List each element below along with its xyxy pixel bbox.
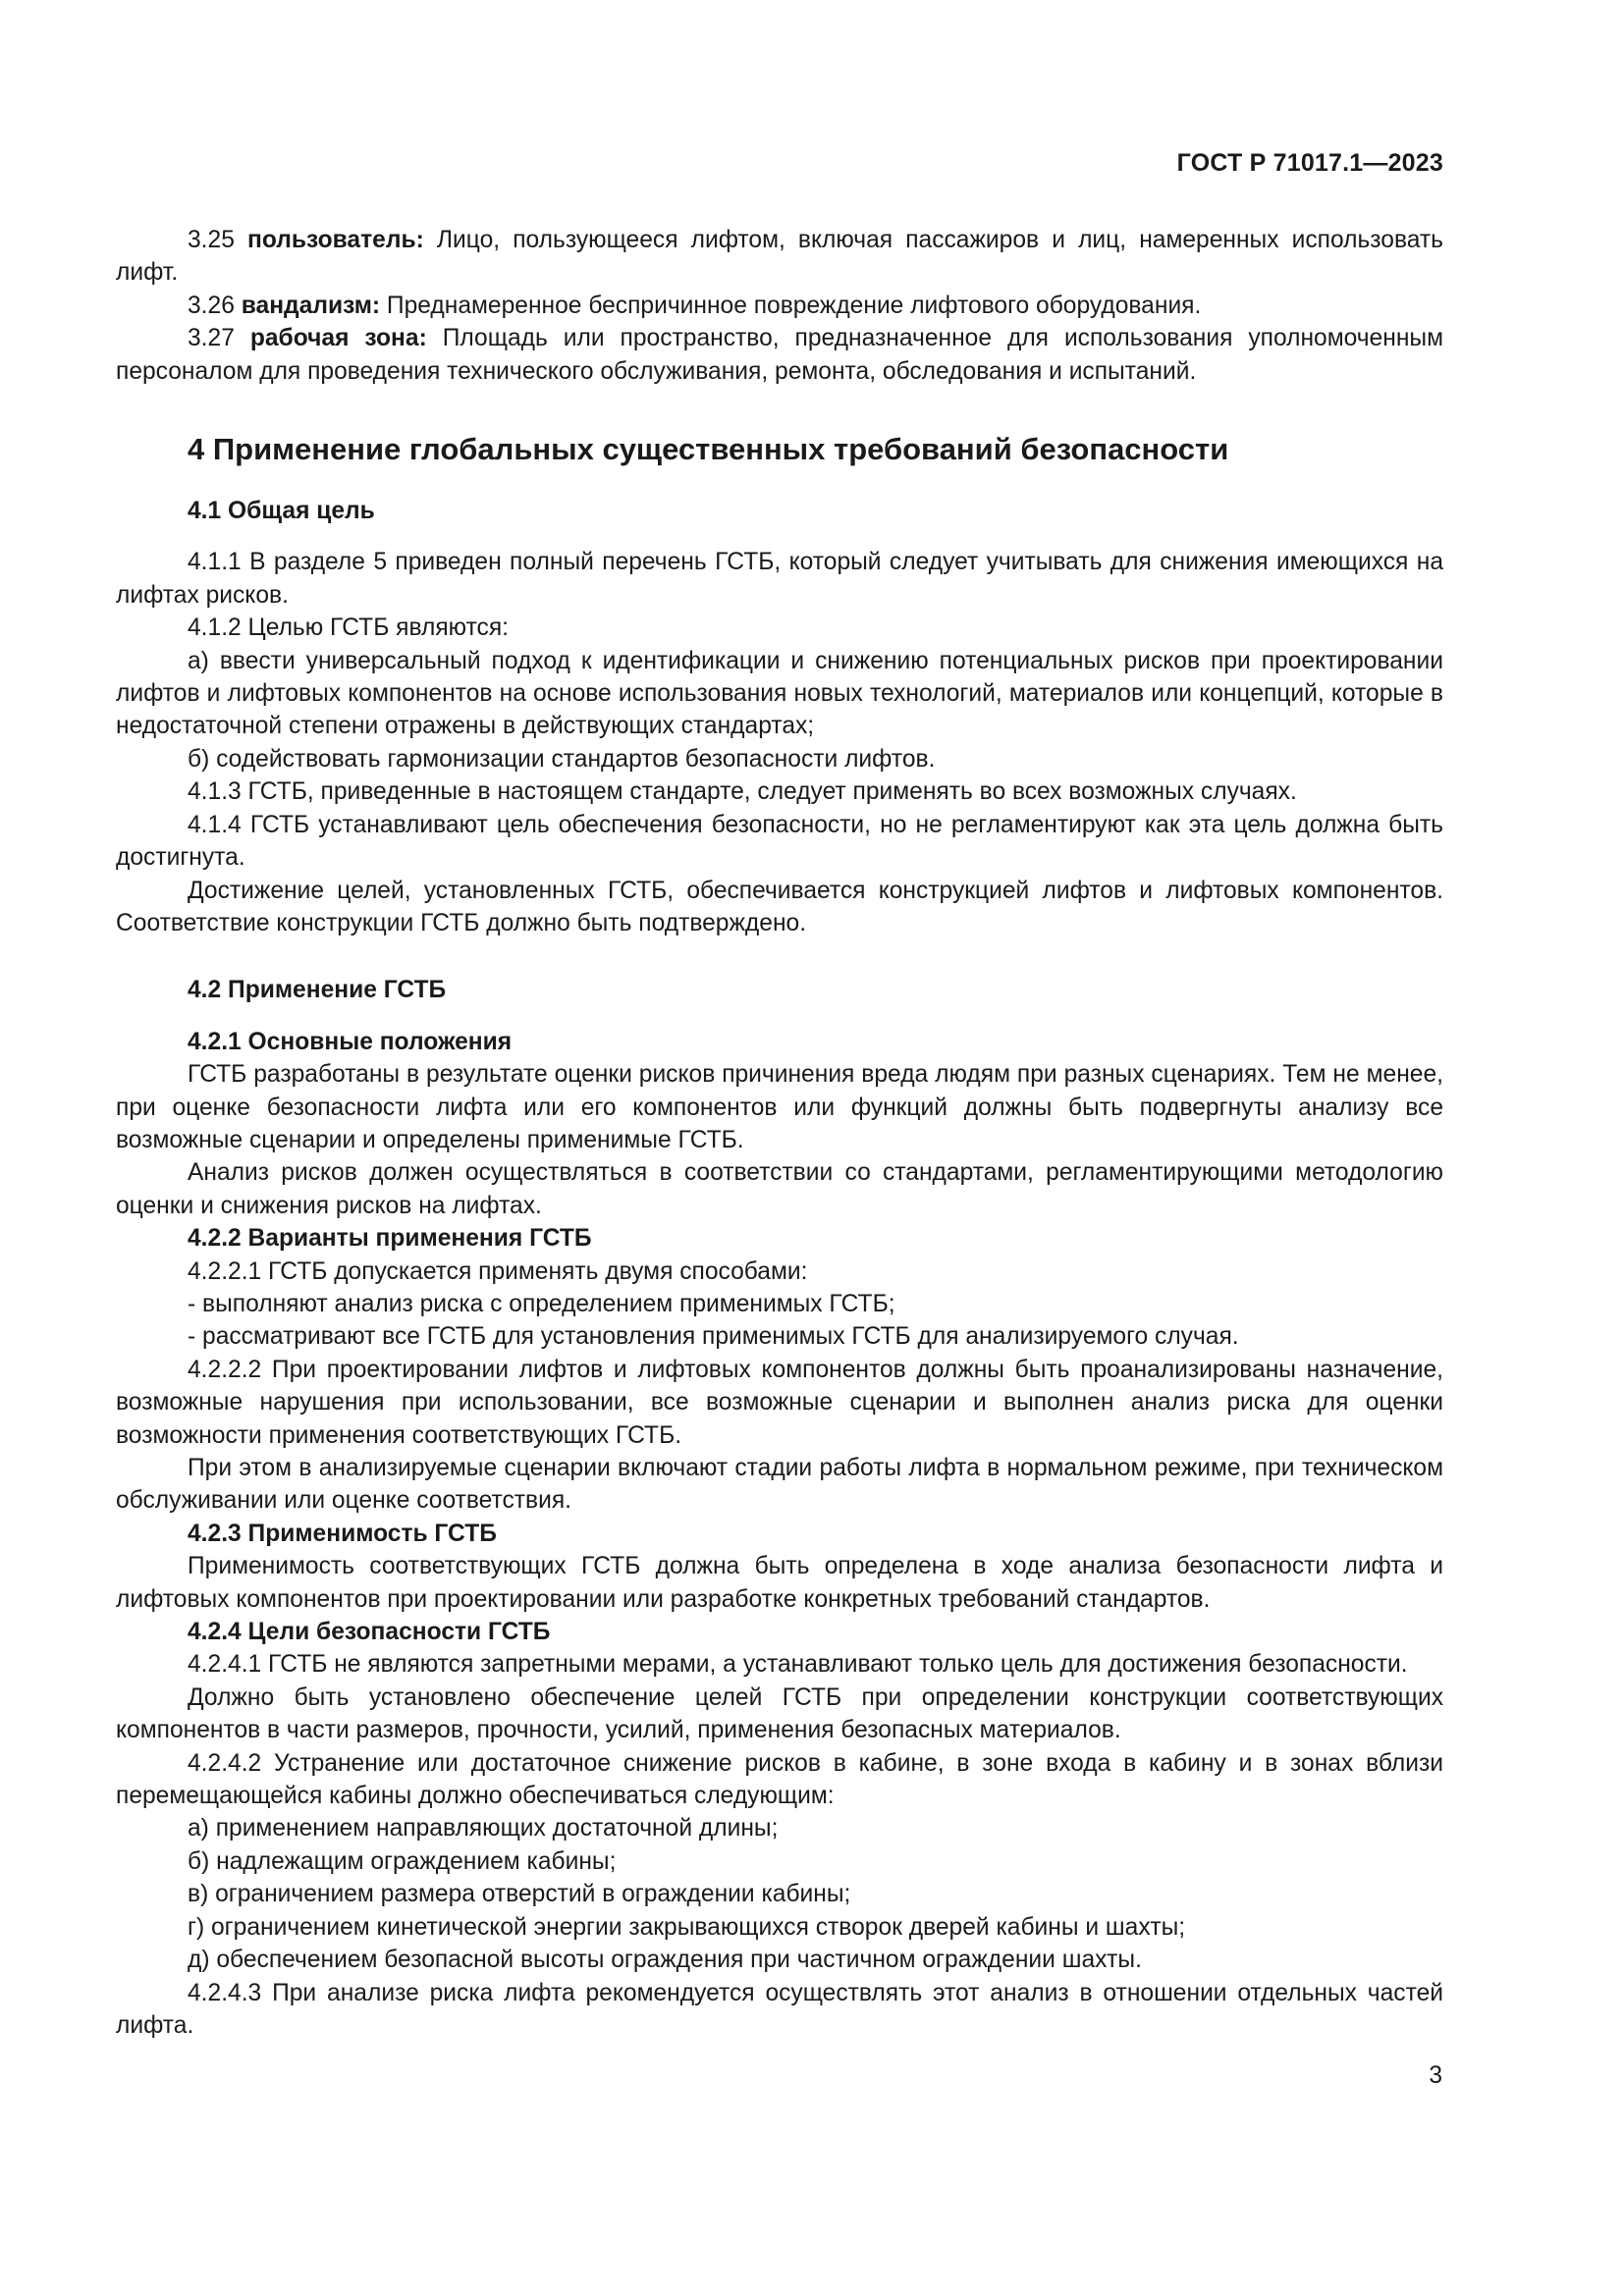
definition-text: Лицо, пользующееся лифтом, включая пассажиров и лиц, намеренных использовать лифт. bbox=[116, 227, 1443, 287]
list-item: г) ограничением кинетической энергии закрывающихся створок дверей кабины и шахты; bbox=[188, 1913, 1186, 1941]
list-item: - рассматривают все ГСТБ для установления применимых ГСТБ для анализируемого случая. bbox=[188, 1323, 1239, 1351]
paragraph: 4.2.4.2 Устранение или достаточное снижение рисков в кабине, в зоне входа в кабину и в зонах вблизи перемещающейся кабины должно обеспечиваться следующим: bbox=[116, 1749, 1443, 1810]
definition-3-25 bbox=[116, 224, 1443, 290]
definition-3-27 bbox=[116, 322, 1443, 388]
list-item: а) применением направляющих достаточной длины; bbox=[188, 1815, 779, 1842]
section-4-1-heading: 4.1 Общая цель bbox=[188, 498, 375, 525]
definition-number: 3.27 bbox=[188, 325, 235, 352]
paragraph: Анализ рисков должен осуществляться в соответствии со стандартами, регламентирующими методологию оценки и снижения рисков на лифтах. bbox=[116, 1159, 1443, 1219]
definition-text: Площадь или пространство, предназначенное для использования уполномоченным персоналом для проведения технического обслуживания, ремонта, обследования и испытаний. bbox=[116, 325, 1443, 385]
definition-text: Преднамеренное беспричинное повреждение лифтового оборудования. bbox=[386, 292, 1202, 319]
paragraph: 4.1.4 ГСТБ устанавливают цель обеспечения безопасности, но не регламентируют как эта цель должна быть достигнута. bbox=[116, 811, 1443, 872]
list-item: д) обеспечением безопасной высоты ограждения при частичном ограждении шахты. bbox=[188, 1947, 1142, 1974]
page-number: 3 bbox=[1429, 2062, 1442, 2089]
paragraph: Должно быть установлено обеспечение целей ГСТБ при определении конструкции соответствующих компонентов в части размеров, прочности, усилий, применения безопасных материалов. bbox=[116, 1683, 1443, 1744]
paragraph: 4.2.2.2 При проектировании лифтов и лифтовых компонентов должны быть проанализированы назначение, возможные нарушения при использовании, все возможные сценарии и выполнен анализ риска для оценки возможности применения соответствующих ГСТБ. bbox=[116, 1356, 1443, 1449]
section-4-2-2-heading: 4.2.2 Варианты применения ГСТБ bbox=[188, 1225, 592, 1253]
list-item: в) ограничением размера отверстий в ограждении кабины; bbox=[188, 1881, 851, 1908]
document-id-header: ГОСТ Р 71017.1—2023 bbox=[1176, 149, 1443, 177]
definition-3-26 bbox=[116, 290, 1443, 322]
paragraph: 4.2.4.3 При анализе риска лифта рекомендуется осуществлять этот анализ в отношении отдельных частей лифта. bbox=[116, 1979, 1443, 2039]
document-body bbox=[116, 224, 1443, 2042]
paragraph: 4.1.2 Целью ГСТБ являются: bbox=[188, 614, 510, 642]
list-item: б) надлежащим ограждением кабины; bbox=[188, 1847, 617, 1875]
paragraph: 4.1.3 ГСТБ, приведенные в настоящем стандарте, следует применять во всех возможных случаях. bbox=[188, 778, 1297, 806]
paragraph: При этом в анализируемые сценарии включают стадии работы лифта в нормальном режиме, при техническом обслуживании или оценке соответствия. bbox=[116, 1455, 1443, 1515]
section-4-heading: 4 Применение глобальных существенных требований безопасности bbox=[188, 432, 1229, 467]
paragraph: 4.2.4.1 ГСТБ не являются запретными мерами, а устанавливают только цель для достижения безопасности. bbox=[188, 1651, 1408, 1679]
list-item: - выполняют анализ риска с определением применимых ГСТБ; bbox=[188, 1290, 895, 1317]
definition-term: рабочая зона: bbox=[249, 325, 427, 352]
section-4-2-heading: 4.2 Применение ГСТБ bbox=[188, 977, 447, 1004]
definition-term: вандализм: bbox=[241, 292, 381, 319]
definition-number: 3.26 bbox=[188, 292, 235, 319]
paragraph: 4.2.2.1 ГСТБ допускается применять двумя способами: bbox=[188, 1257, 808, 1285]
section-4-2-3-heading: 4.2.3 Применимость ГСТБ bbox=[188, 1520, 497, 1547]
section-4-2-4-heading: 4.2.4 Цели безопасности ГСТБ bbox=[188, 1619, 551, 1646]
definition-term: пользователь: bbox=[247, 227, 424, 253]
paragraph: 4.1.1 В разделе 5 приведен полный перечень ГСТБ, который следует учитывать для снижения имеющихся на лифтах рисков. bbox=[116, 549, 1443, 609]
paragraph: Достижение целей, установленных ГСТБ, обеспечивается конструкцией лифтов и лифтовых компонентов. Соответствие конструкции ГСТБ должно быть подтверждено. bbox=[116, 877, 1443, 936]
paragraph: Применимость соответствующих ГСТБ должна быть определена в ходе анализа безопасности лифта и лифтовых компонентов при проектировании или разработке конкретных требований стандартов. bbox=[116, 1553, 1443, 1613]
list-item: б) содействовать гармонизации стандартов безопасности лифтов. bbox=[188, 745, 936, 773]
paragraph: ГСТБ разработаны в результате оценки рисков причинения вреда людям при разных сценариях. Тем не менее, при оценке безопасности лифта или его компонентов или функций должны быть подвергнуты анализу все возможные сценарии и определены применимые ГСТБ. bbox=[116, 1061, 1443, 1153]
list-item: а) ввести универсальный подход к идентификации и снижению потенциальных рисков при проектировании лифтов и лифтовых компонентов на основе использования новых технологий, материалов или концепций, которые в недостаточной степени отражены в действующих стандартах; bbox=[116, 647, 1443, 740]
definition-number: 3.25 bbox=[188, 227, 235, 253]
section-4-2-1-heading: 4.2.1 Основные положения bbox=[188, 1028, 513, 1055]
